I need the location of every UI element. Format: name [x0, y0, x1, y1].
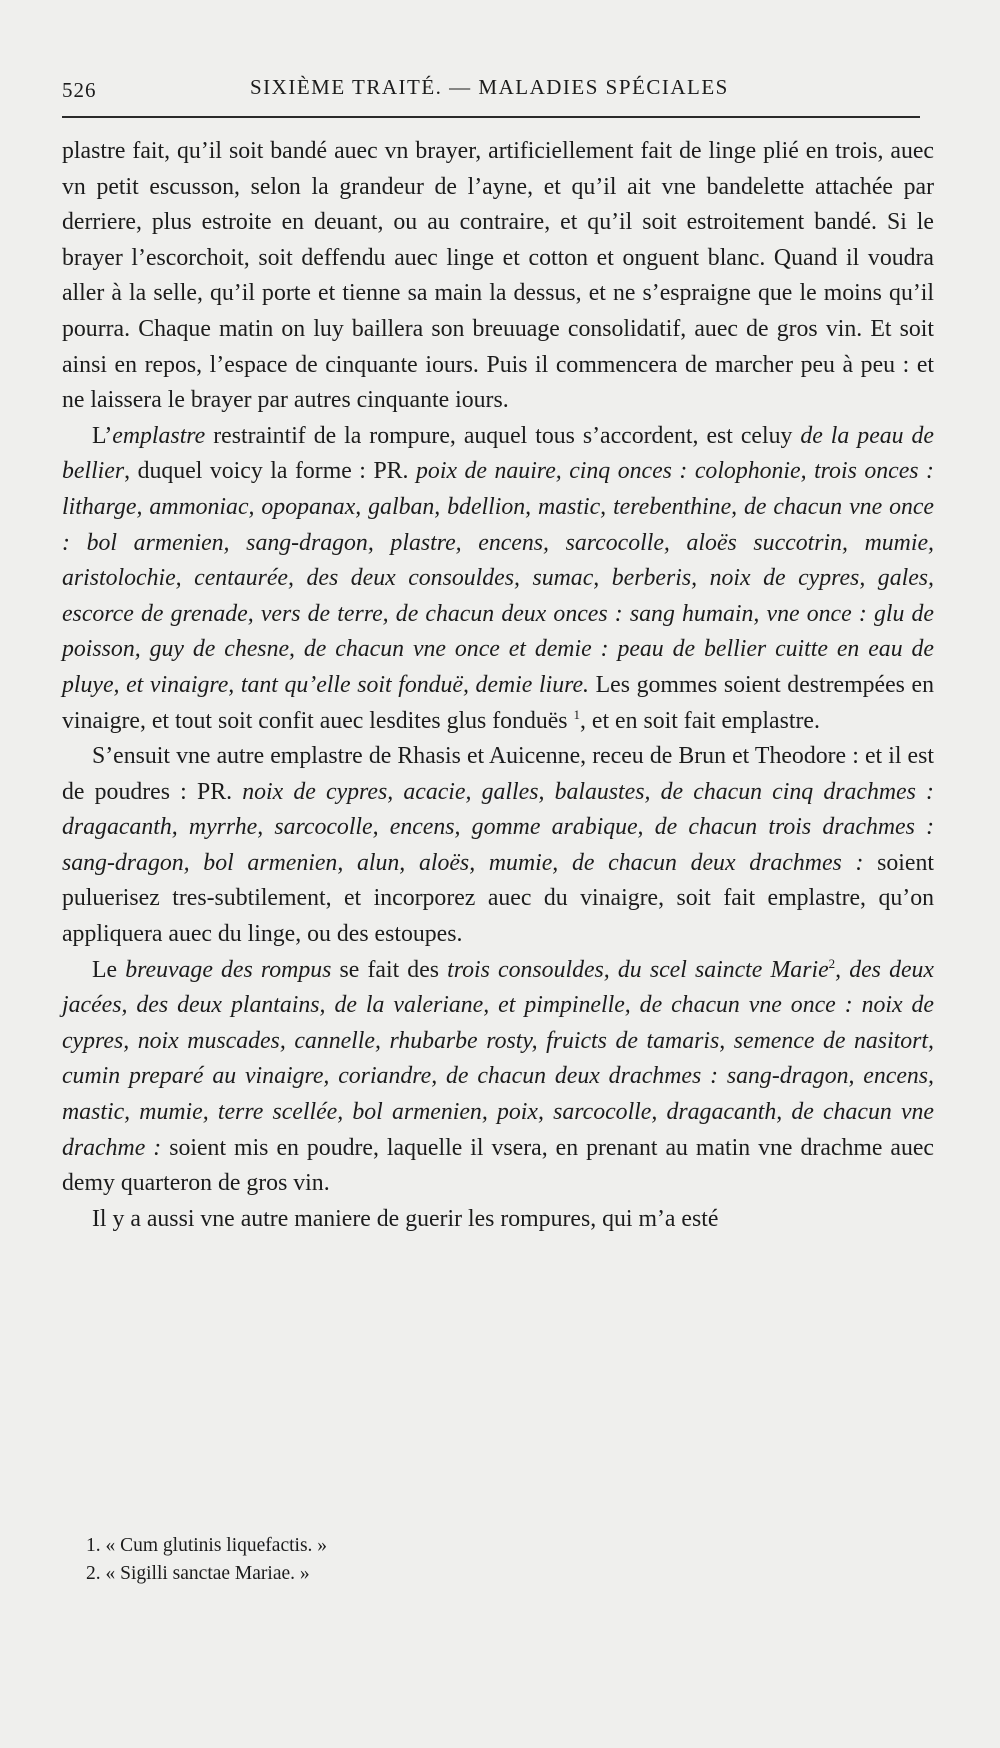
paragraph [62, 953, 934, 1202]
text-run: restraintif de la rompure, auquel tous s’accordent, est celuy [205, 422, 801, 449]
italic-text: de la peau de bellier [62, 422, 934, 485]
text-run: Les gommes soient destrempées en vinaigre, et tout soit confit auec lesdites glus fonduës [62, 671, 934, 734]
text-run: S’ensuit vne autre emplastre de Rhasis et Auicenne, receu de Brun et Theodore : et il est de poudres : PR. [62, 743, 934, 805]
header-rule [62, 116, 920, 118]
text-run: plastre fait, qu’il soit bandé auec vn brayer, artificiellement fait de linge plié en trois, auec vn petit escusson, selon la grandeur de l’ayne, et qu’il ait vne bandelette attachée par derriere, plus estroite en deuant, ou au contraire, et qu’il soit estroitement bandé. Si le brayer l’escorchoit, soit deffendu auec linge et cotton et onguent blanc. Quand il voudra aller à la selle, qu’il porte et tienne sa main la dessus, et ne s’espraigne que le moins qu’il pourra. Chaque matin on luy baillera son breuuage consolidatif, auec de gros vin. Et soit ainsi en repos, l’espace de cinquante iours. Puis il commencera de marcher peu à peu : et ne laissera le brayer par autres cinquante iours. [62, 138, 934, 414]
running-title: SIXIÈME TRAITÉ. — MALADIES SPÉCIALES [250, 75, 729, 99]
footnote-marker: 2 [828, 955, 836, 971]
italic-text: emplastre [112, 422, 206, 449]
text-run: Il y a aussi vne autre maniere de guerir les rompures, qui m’a esté [92, 1205, 719, 1232]
italic-text: trois consouldes, du scel saincte Marie [447, 956, 829, 983]
text-run: soient mis en poudre, laquelle il vsera, en prenant au matin vne drachme auec demy quarteron de gros vin. [62, 1134, 934, 1197]
page-header [62, 68, 920, 112]
page-number: 526 [62, 78, 97, 102]
italic-text: poix de nauire, cinq onces : colophonie, trois onces : litharge, ammoniac, opopanax, galban, bdellion, mastic, terebenthine, de chacun vne once : bol armenien, sang-dragon, plastre, encens, sarcocolle, aloës succotrin, mumie, aristolochie, centaurée, des deux consouldes, sumac, berberis, noix de cypres, gales, escorce de grenade, vers de terre, de chacun deux onces : sang humain, vne once : glu de poisson, guy de chesne, de chacun vne once et demie : peau de bellier cuitte en eau de pluye, et vinaigre, tant qu’elle soit fonduë, demie liure. [62, 458, 934, 698]
paragraph [62, 419, 934, 739]
text-run: L’ [92, 422, 113, 449]
main-text [62, 134, 934, 1237]
text-run: se fait des [331, 956, 448, 983]
footnote-2: 2. « Sigilli sanctae Mariae. » [86, 1563, 310, 1584]
paragraph [62, 1202, 934, 1238]
text-run: , duquel voicy la forme : PR. [124, 458, 417, 485]
text-run: , et en soit fait emplastre. [580, 707, 820, 734]
italic-text: , des deux jacées, des deux plantains, de la valeriane, et pimpinelle, de chacun vne once : noix de cypres, noix muscades, cannelle, rhubarbe rosty, fruicts de tamaris, semence de nasitort, cumin preparé au vinaigre, coriandre, de chacun deux drachmes : sang-dragon, encens, mastic, mumie, terre scellée, bol armenien, poix, sarcocolle, dragacanth, de chacun vne drachme : [62, 956, 934, 1161]
paragraph [62, 739, 934, 953]
paragraph [62, 134, 934, 419]
text-run: soient puluerisez tres-subtilement, et incorporez auec du vinaigre, soit fait emplastre, qu’on appliquera auec du linge, ou des estoupes. [62, 849, 934, 948]
italic-text: noix de cypres, acacie, galles, balaustes, de chacun cinq drachmes : dragacanth, myrrhe, sarcocolle, encens, gomme arabique, de chacun trois drachmes : sang-dragon, bol armenien, alun, aloës, mumie, de chacun deux drachmes : [62, 778, 934, 876]
text-run: Le [92, 956, 126, 983]
footnote-1: 1. « Cum glutinis liquefactis. » [86, 1535, 328, 1556]
footnotes [86, 1532, 786, 1588]
footnote-marker: 1 [573, 706, 581, 722]
italic-text: breuvage des rompus [125, 956, 332, 983]
